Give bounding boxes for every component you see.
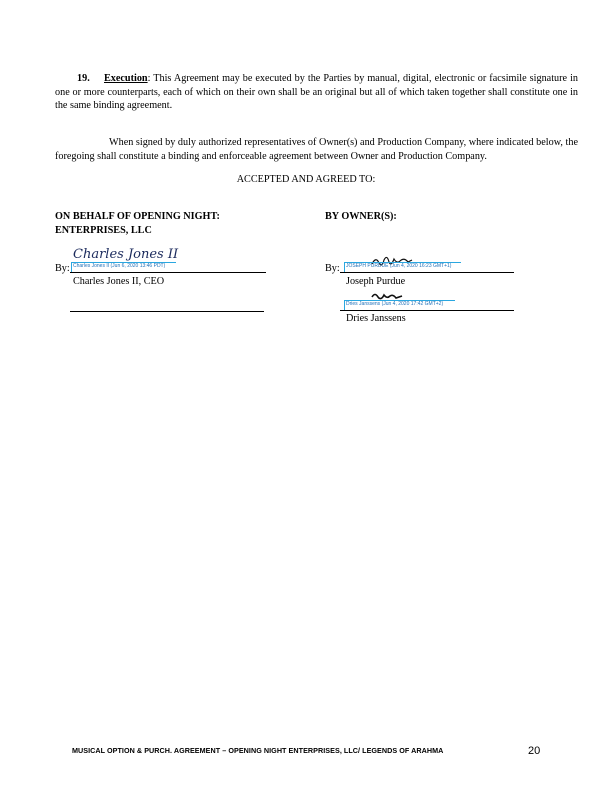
right-by-label: By: xyxy=(325,263,340,274)
left-party-heading: ON BEHALF OF OPENING NIGHT: ENTERPRISES, LLC xyxy=(55,211,220,236)
page-number: 20 xyxy=(528,745,541,757)
left-signature: Charles Jones II xyxy=(73,247,179,262)
section-body: : This Agreement may be executed by the Parties by manual, digital, electronic or facsimile signature in one or more counterparts, each of which on their own shall be an original but all of which taken together shall constitute one in the same binding agreement. xyxy=(55,73,578,111)
left-by-label: By: xyxy=(55,263,70,274)
purdue-signer-name: Joseph Purdue xyxy=(346,276,406,287)
accepted-heading: ACCEPTED AND AGREED TO: xyxy=(236,174,376,185)
left-second-signature-line xyxy=(70,311,264,312)
left-signature-stamp: Charles Jones II (Jun 6, 2020 13:46 PDT) xyxy=(73,263,166,269)
left-signature-line xyxy=(70,272,266,273)
section-19-paragraph xyxy=(55,72,578,113)
section-heading: Execution xyxy=(104,73,148,84)
purdue-signature-stamp: JOSEPH PURDUE (Jun 4, 2020 16:23 GMT+1) xyxy=(346,263,452,269)
janssens-signer-name: Dries Janssens xyxy=(346,313,406,324)
right-signature-line xyxy=(340,272,514,273)
right-second-signature-line xyxy=(340,310,514,311)
janssens-signature-stamp: Dries Janssens (Jun 4, 2020 17:42 GMT+2) xyxy=(346,301,444,307)
document-footer: MUSICAL OPTION & PURCH. AGREEMENT – OPENING NIGHT ENTERPRISES, LLC/ LEGENDS OF ARAHMA xyxy=(72,746,444,755)
signing-paragraph: When signed by duly authorized representatives of Owner(s) and Production Company, where indicated below, the foregoing shall constitute a binding and enforceable agreement between Owner and Production Company. xyxy=(55,137,578,162)
right-party-heading: BY OWNER(S): xyxy=(325,211,397,222)
section-number: 19. xyxy=(77,73,90,84)
left-signer-name: Charles Jones II, CEO xyxy=(73,276,165,287)
